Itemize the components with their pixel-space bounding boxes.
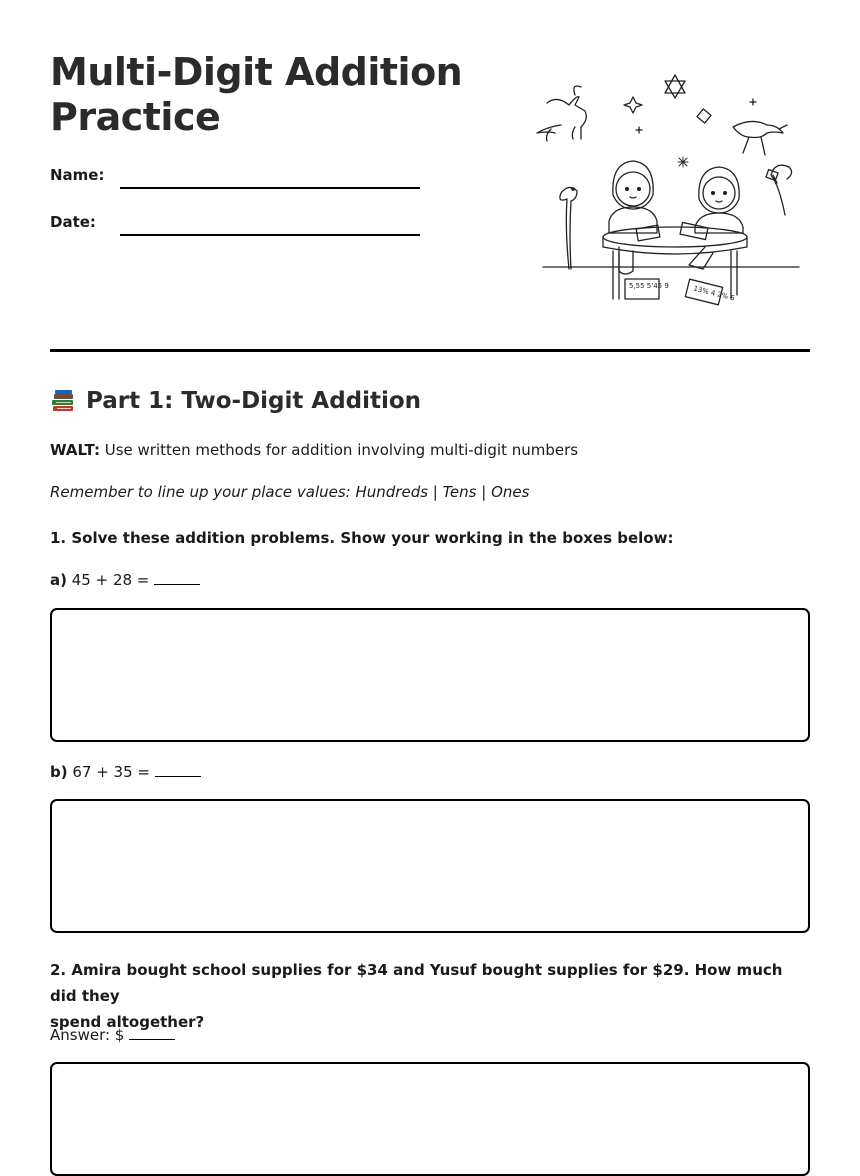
star-of-david-icon bbox=[665, 75, 685, 98]
diamond-icon bbox=[697, 109, 711, 123]
question-2-answer bbox=[50, 1025, 175, 1044]
answer-blank-2[interactable] bbox=[129, 1025, 175, 1040]
title-line-2: Practice bbox=[50, 95, 221, 139]
small-star-icon bbox=[636, 127, 642, 133]
question-1a bbox=[50, 570, 200, 589]
sparkle-icon bbox=[624, 97, 642, 113]
working-box-1b[interactable] bbox=[50, 799, 810, 933]
place-value-reminder: Remember to line up your place values: Hundreds | Tens | Ones bbox=[50, 483, 530, 501]
walt-line bbox=[50, 441, 578, 459]
date-field[interactable] bbox=[120, 234, 420, 236]
books-icon bbox=[50, 388, 76, 414]
asterisk-icon bbox=[678, 157, 688, 167]
walt-label: WALT: bbox=[50, 441, 100, 459]
floor-paper-left-text: 5,55 5'45 9 bbox=[629, 282, 669, 290]
question-1-prompt: 1. Solve these addition problems. Show your working in the boxes below: bbox=[50, 529, 674, 547]
question-2-prompt-line-2: spend altogether? bbox=[50, 1013, 205, 1031]
children-studying-illustration bbox=[535, 65, 810, 310]
working-box-1a[interactable] bbox=[50, 608, 810, 742]
answer-blank-1a[interactable] bbox=[154, 570, 200, 585]
part-1-heading bbox=[50, 388, 421, 414]
question-1b bbox=[50, 762, 201, 781]
part-1-heading-text: Part 1: Two-Digit Addition bbox=[86, 388, 422, 414]
question-1a-expression: 45 + 28 = bbox=[66, 571, 155, 589]
question-1b-label: b) bbox=[50, 763, 68, 781]
question-2-prompt-line-1: 2. Amira bought school supplies for $34 and Yusuf bought supplies for $29. How much did they bbox=[50, 961, 783, 1005]
title-line-1: Multi-Digit Addition bbox=[50, 50, 463, 94]
question-2-prompt bbox=[50, 957, 810, 1035]
date-label: Date: bbox=[50, 213, 96, 231]
section-divider bbox=[50, 349, 810, 352]
small-star-icon bbox=[750, 99, 756, 105]
question-1a-label: a) bbox=[50, 571, 67, 589]
walt-text: Use written methods for addition involving multi-digit numbers bbox=[99, 441, 579, 459]
floor-paper-right-text: 13% 4 2% 6 bbox=[692, 284, 736, 303]
working-box-2[interactable] bbox=[50, 1062, 810, 1176]
page-title bbox=[50, 50, 510, 140]
name-label: Name: bbox=[50, 166, 105, 184]
name-field[interactable] bbox=[120, 187, 420, 189]
answer-blank-1b[interactable] bbox=[155, 762, 201, 777]
question-2-answer-label: Answer: $ bbox=[50, 1026, 130, 1044]
question-1b-expression: 67 + 35 = bbox=[67, 763, 155, 781]
